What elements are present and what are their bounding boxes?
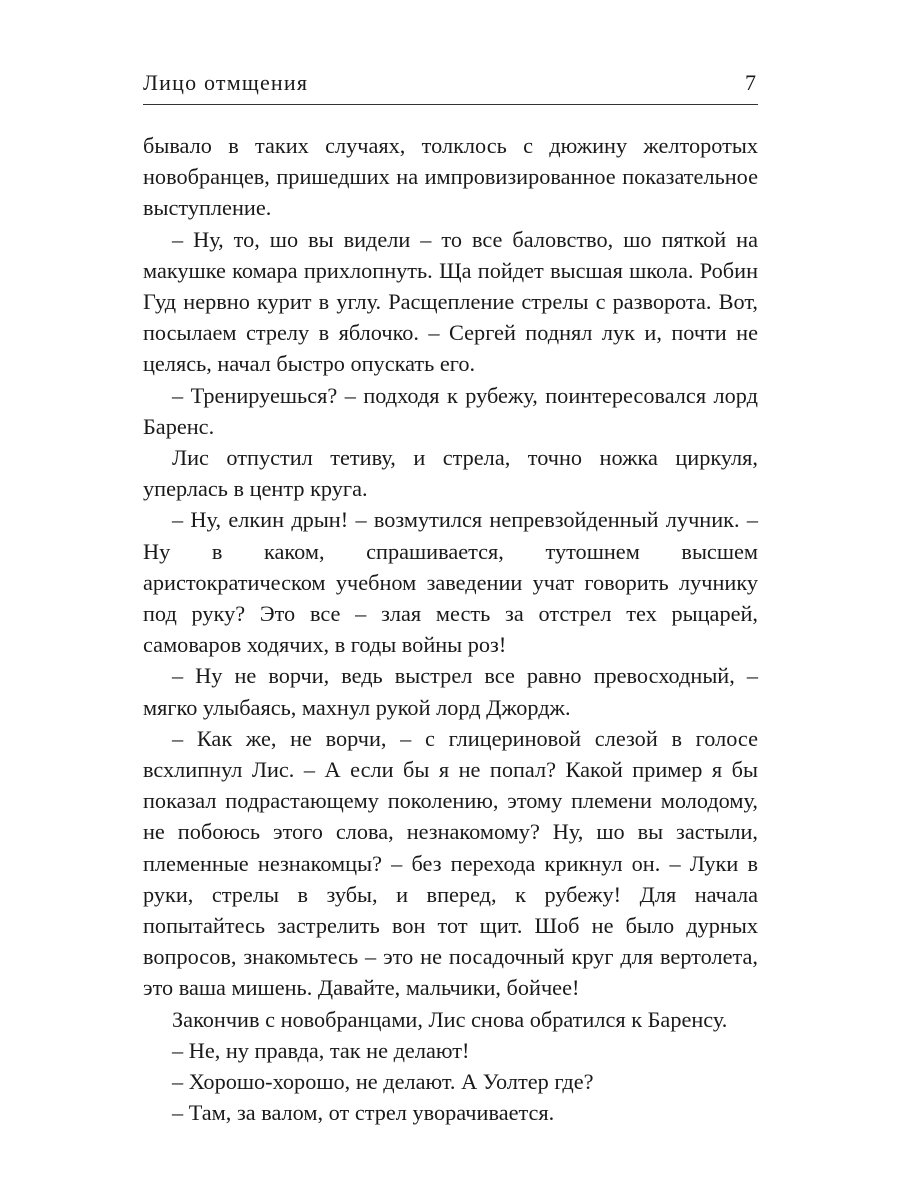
chapter-title: Лицо отмщения <box>143 70 309 95</box>
header-rule <box>143 104 758 105</box>
paragraph: – Ну, елкин дрын! – возмутился непревзойденный лучник. – Ну в каком, спрашивается, тутошнем высшем аристократическом учебном заведении учат говорить лучнику под руку? Это все – злая месть за отстрел тех рыцарей, самоваров ходячих, в годы войны роз! <box>143 507 758 658</box>
paragraph: бывало в таких случаях, толклось с дюжину желторотых новобранцев, пришедших на импровизированное показательное выступление. <box>143 133 758 221</box>
paragraph: – Не, ну правда, так не делают! <box>172 1037 470 1063</box>
paragraph: – Ну, то, шо вы видели – то все баловство, шо пяткой на макушке комара прихлопнуть. Ща пойдет высшая школа. Робин Гуд нервно курит в углу. Расщепление стрелы с разворота. Вот, посылаем стрелу в яблочко. – Сергей поднял лук и, почти не целясь, начал быстро опускать его. <box>143 226 758 377</box>
paragraph: – Ну не ворчи, ведь выстрел все равно превосходный, – мягко улыбаясь, махнул рукой лорд Джордж. <box>143 663 758 720</box>
paragraph: Лис отпустил тетиву, и стрела, точно ножка циркуля, уперлась в центр круга. <box>143 445 758 502</box>
paragraph: Закончив с новобранцами, Лис снова обратился к Баренсу. <box>172 1006 728 1032</box>
paragraph: – Тренируешься? – подходя к рубежу, поинтересовался лорд Баренс. <box>143 382 758 439</box>
paragraph: – Там, за валом, от стрел уворачивается. <box>172 1100 555 1126</box>
page-number: 7 <box>745 70 756 95</box>
paragraph: – Хорошо-хорошо, не делают. А Уолтер где? <box>172 1069 594 1095</box>
body-text <box>143 130 758 1129</box>
paragraph: – Как же, не ворчи, – с глицериновой слезой в голосе всхлипнул Лис. – А если бы я не попал? Какой пример я бы показал подрастающему поколению, этому племени молодому, не побоюсь этого слова, незнакомому? Ну, шо вы застыли, племенные незнакомцы? – без перехода крикнул он. – Луки в руки, стрелы в зубы, и вперед, к рубежу! Для начала попытайтесь застрелить вон тот щит. Шоб не было дурных вопросов, знакомьтесь – это не посадочный круг для вертолета, это ваша мишень. Давайте, мальчики, бойчее! <box>143 725 758 1001</box>
running-head <box>143 66 758 100</box>
